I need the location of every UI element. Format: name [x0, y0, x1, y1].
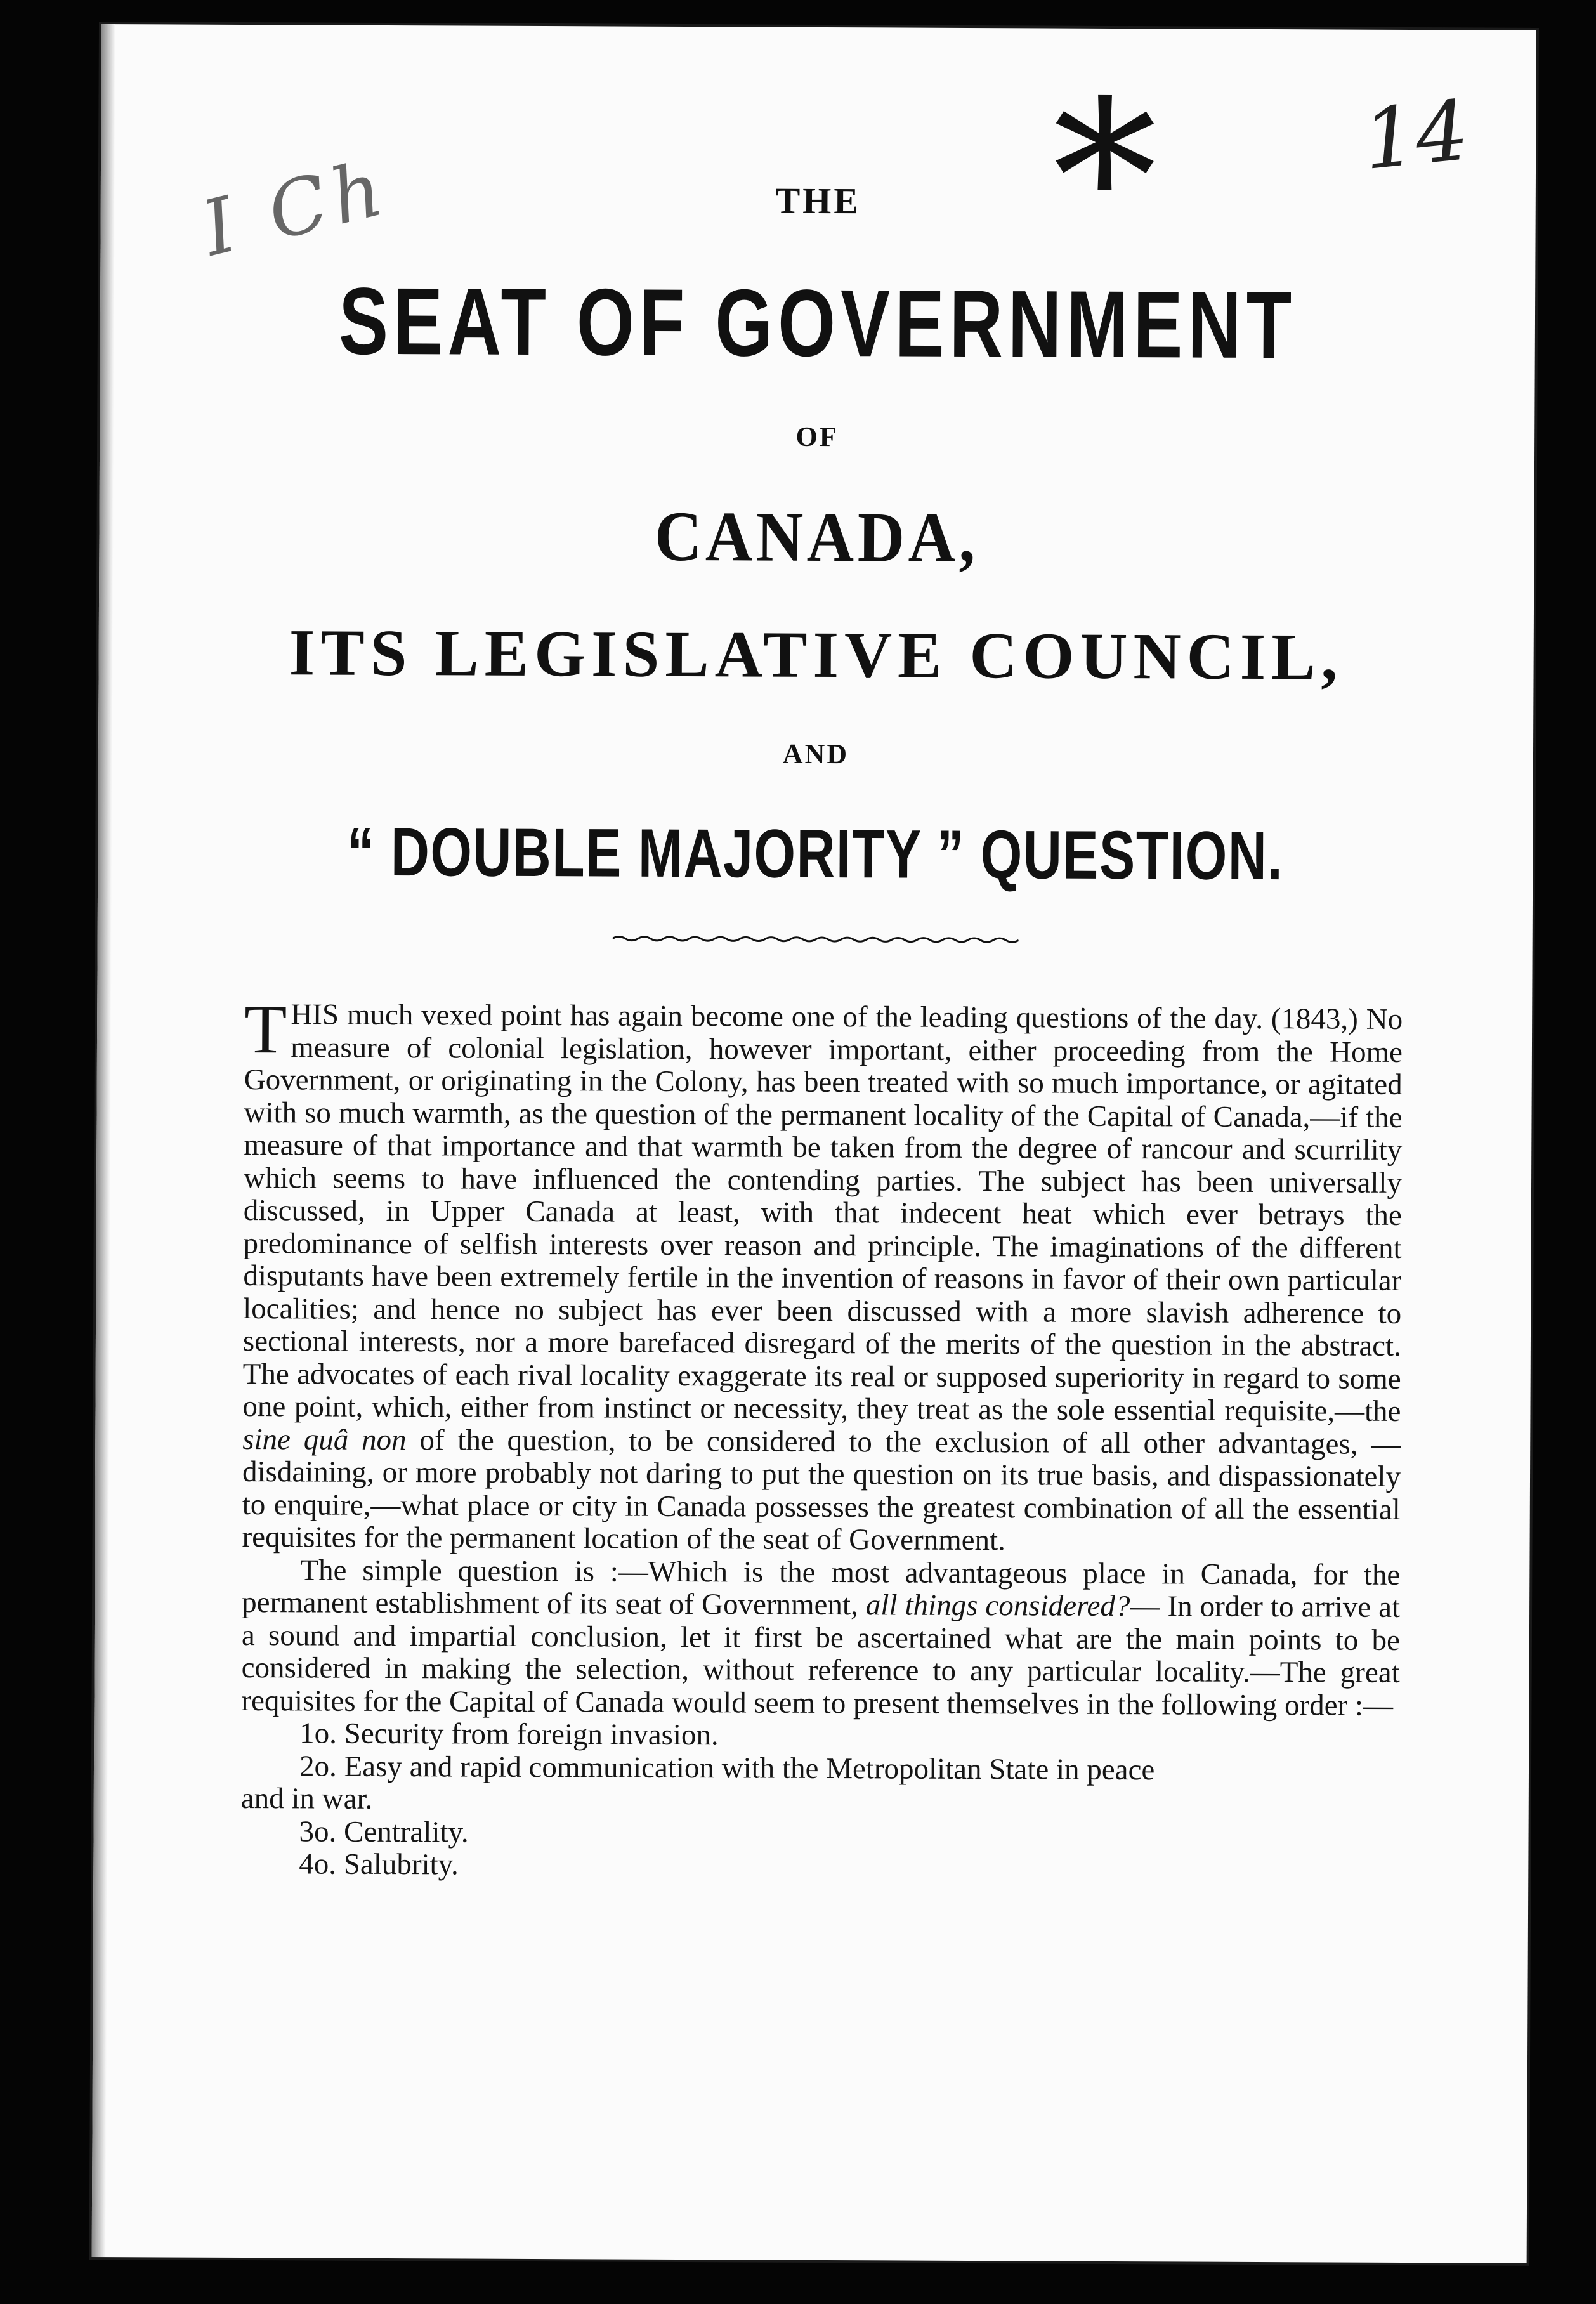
paragraph-2-italic: all things considered?	[865, 1588, 1130, 1623]
handwritten-asterisk: *	[1052, 55, 1158, 300]
title-of: OF	[795, 421, 839, 453]
title-the: THE	[775, 180, 861, 222]
paragraph-2-text-end: — In order to arrive at a sound and impartial conclusion, let it first be ascertained what are the main points to be considered in making the selection, without reference to any particular locality.—The great requisites for the Capital of Canada would seem to present themselves in the following order :—	[241, 1590, 1401, 1722]
paragraph-1	[242, 990, 1403, 1559]
list-item-salubrity: 4o. Salubrity.	[299, 1847, 459, 1882]
title-double-majority: “ DOUBLE MAJORITY ” QUESTION.	[347, 813, 1284, 894]
paragraph-2	[241, 1554, 1400, 1722]
handwritten-page-number: 14	[1359, 82, 1473, 188]
body-text	[240, 990, 1403, 1885]
paragraph-1-text: HIS much vexed point has again become one of the leading questions of the day. (1843,) No measure of colonial legislation, however important, either proceeding from the Home Government, or originating in the Colony, has been treated with so much importance, or agitated with so much warmth, as the question of the permanent locality of the Capital of Canada,—if the measure of that importance and that warmth be taken from the degree of rancour and scurrility which seems to have influenced the contending parties. The subject has been universally discussed, in Upper Canada at least, with that indecent heat which ever betrays the predominance of selfish interests over reason and principle. The imaginations of the different disputants have been extremely fertile in the invention of reasons in favor of their own particular localities; and hence no subject has ever been discussed with a more slavish adherence to sectional interests, nor a more barefaced disregard of the merits of the question in the abstract. The advocates of each rival locality exaggerate its real or supposed superiority in regard to some one point, which, either from instinct or necessity, they treat as the sole essential requisite,—the	[242, 998, 1403, 1428]
list-item-communication: 2o. Easy and rapid communication with the Metropolitan State in peace	[299, 1749, 1155, 1786]
paragraph-2-text: The simple question is :—Which is the most advantageous place in Canada, for the permanent establishment of its seat of Government,	[242, 1553, 1401, 1622]
list-item-security: 1o. Security from foreign invasion.	[299, 1717, 719, 1752]
list-item-communication-continued: and in war.	[240, 1781, 373, 1816]
title-and: AND	[782, 738, 849, 770]
paragraph-1-text-end: of the question, to be considered to the exclusion of all other advantages, —disdaining, or more probably not daring to put the question on its true basis, and dispassionately to enquire,—what place or city in Canada possesses the greatest combination of all the essential requisites for the permanent location of the seat of Government.	[242, 1423, 1401, 1557]
decorative-divider	[613, 934, 1019, 946]
paragraph-1-italic: sine quâ non	[242, 1422, 407, 1456]
title-legislative-council: ITS LEGISLATIVE COUNCIL,	[289, 616, 1344, 694]
list-item-centrality: 3o. Centrality.	[299, 1814, 469, 1849]
document-page	[92, 24, 1536, 2263]
title-canada: CANADA,	[654, 497, 979, 578]
drop-cap: T	[244, 990, 287, 1068]
title-seat-of-government: SEAT OF GOVERNMENT	[338, 267, 1297, 379]
handwritten-margin-note: I Ch	[194, 143, 397, 274]
